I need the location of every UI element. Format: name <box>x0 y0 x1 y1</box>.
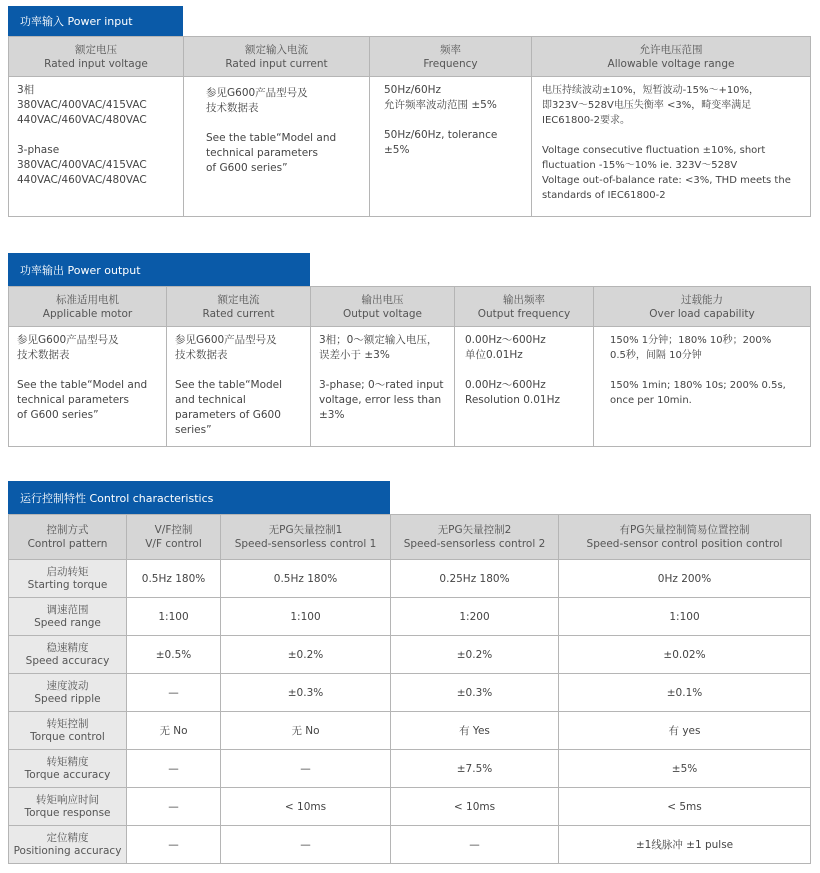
table-cell: — <box>127 826 221 864</box>
header-cell: 输出频率 Output frequency <box>455 287 594 327</box>
table-cell: — <box>391 826 559 864</box>
header-cell: 有PG矢量控制简易位置控制 Speed-sensor control position control <box>559 515 811 560</box>
row-header-cell: 速度波动 Speed ripple <box>9 674 127 712</box>
table-row <box>9 327 811 447</box>
table-cell: 3相 380VAC/400VAC/415VAC 440VAC/460VAC/480VAC 3-phase 380VAC/400VAC/415VAC 440VAC/460VAC/480VAC <box>9 77 184 217</box>
table-cell: < 10ms <box>221 788 391 826</box>
table-cell: 0.5Hz 180% <box>221 560 391 598</box>
power-input-table <box>8 36 811 217</box>
row-header-cell: 启动转矩 Starting torque <box>9 560 127 598</box>
row-header-cell: 定位精度 Positioning accuracy <box>9 826 127 864</box>
table-row <box>9 636 811 674</box>
table-row <box>9 750 811 788</box>
control-section <box>8 481 811 864</box>
table-row <box>9 77 811 217</box>
table-cell: 参见G600产品型号及 技术数据表 See the table“Model and technical parameters of G600 series” <box>167 327 311 447</box>
table-cell: 有 Yes <box>391 712 559 750</box>
table-cell: 无 No <box>127 712 221 750</box>
table-row <box>9 674 811 712</box>
table-cell: ±0.2% <box>221 636 391 674</box>
row-header-cell: 转矩精度 Torque accuracy <box>9 750 127 788</box>
table-cell: 0Hz 200% <box>559 560 811 598</box>
table-row <box>9 712 811 750</box>
table-cell: ±0.02% <box>559 636 811 674</box>
table-cell: 0.25Hz 180% <box>391 560 559 598</box>
row-header-cell: 转矩响应时间 Torque response <box>9 788 127 826</box>
table-cell: 1:100 <box>127 598 221 636</box>
table-cell: 1:100 <box>559 598 811 636</box>
control-title: 运行控制特性 Control characteristics <box>8 481 390 514</box>
power-output-section <box>8 253 811 447</box>
table-cell: 1:100 <box>221 598 391 636</box>
table-header-row <box>9 287 811 327</box>
table-row <box>9 788 811 826</box>
header-cell: 额定电流 Rated current <box>167 287 311 327</box>
header-cell: 控制方式 Control pattern <box>9 515 127 560</box>
table-cell: 0.5Hz 180% <box>127 560 221 598</box>
row-header-cell: 稳速精度 Speed accuracy <box>9 636 127 674</box>
table-cell: ±5% <box>559 750 811 788</box>
table-cell: ±0.2% <box>391 636 559 674</box>
header-cell: 过载能力 Over load capability <box>594 287 811 327</box>
header-cell: 允许电压范围 Allowable voltage range <box>532 37 811 77</box>
header-cell: 标准适用电机 Applicable motor <box>9 287 167 327</box>
row-header-cell: 转矩控制 Torque control <box>9 712 127 750</box>
power-output-title: 功率输出 Power output <box>8 253 310 286</box>
table-cell: — <box>221 750 391 788</box>
table-cell: < 5ms <box>559 788 811 826</box>
table-cell: 0.00Hz～600Hz 单位0.01Hz 0.00Hz～600Hz Resolution 0.01Hz <box>455 327 594 447</box>
table-row <box>9 598 811 636</box>
table-cell: 1:200 <box>391 598 559 636</box>
header-cell: 额定电压 Rated input voltage <box>9 37 184 77</box>
table-cell: 3相；0～额定输入电压， 误差小于 ±3% 3-phase; 0～rated input voltage, error less than ±3% <box>311 327 455 447</box>
header-cell: 无PG矢量控制1 Speed-sensorless control 1 <box>221 515 391 560</box>
table-header-row <box>9 37 811 77</box>
table-cell: ±0.1% <box>559 674 811 712</box>
table-row <box>9 560 811 598</box>
table-cell: 电压持续波动±10%，短暂波动-15%～+10%， 即323V～528V电压失衡率 <3%，畸变率满足 IEC61800-2要求。 Voltage consecutive fluctuation ±10%, short fluctuation -15%～10% ie. 323V～528V Voltage out-of-balance rate: <3%, THD meets the standards of IEC61800-2 <box>532 77 811 217</box>
table-cell: ±7.5% <box>391 750 559 788</box>
table-row <box>9 826 811 864</box>
table-cell: 无 No <box>221 712 391 750</box>
table-cell: — <box>221 826 391 864</box>
table-cell: < 10ms <box>391 788 559 826</box>
control-table <box>8 514 811 864</box>
table-cell: 参见G600产品型号及 技术数据表 See the table“Model and technical parameters of G600 series” <box>184 77 370 217</box>
table-cell: ±0.5% <box>127 636 221 674</box>
table-header-row <box>9 515 811 560</box>
power-input-section <box>8 6 811 217</box>
table-cell: ±1线脉冲 ±1 pulse <box>559 826 811 864</box>
table-cell: 有 yes <box>559 712 811 750</box>
row-header-cell: 调速范围 Speed range <box>9 598 127 636</box>
header-cell: V/F控制 V/F control <box>127 515 221 560</box>
table-cell: ±0.3% <box>221 674 391 712</box>
table-cell: 参见G600产品型号及 技术数据表 See the table“Model and technical parameters of G600 series” <box>9 327 167 447</box>
header-cell: 无PG矢量控制2 Speed-sensorless control 2 <box>391 515 559 560</box>
table-cell: — <box>127 674 221 712</box>
table-cell: 50Hz/60Hz 允许频率波动范围 ±5% 50Hz/60Hz, tolerance ±5% <box>370 77 532 217</box>
table-cell: — <box>127 788 221 826</box>
power-output-table <box>8 286 811 447</box>
table-cell: ±0.3% <box>391 674 559 712</box>
table-cell: — <box>127 750 221 788</box>
table-cell: 150% 1分钟；180% 10秒；200% 0.5秒，间隔 10分钟 150% 1min; 180% 10s; 200% 0.5s, once per 10min. <box>594 327 811 447</box>
power-input-title: 功率输入 Power input <box>8 6 183 36</box>
header-cell: 频率 Frequency <box>370 37 532 77</box>
header-cell: 额定输入电流 Rated input current <box>184 37 370 77</box>
header-cell: 输出电压 Output voltage <box>311 287 455 327</box>
